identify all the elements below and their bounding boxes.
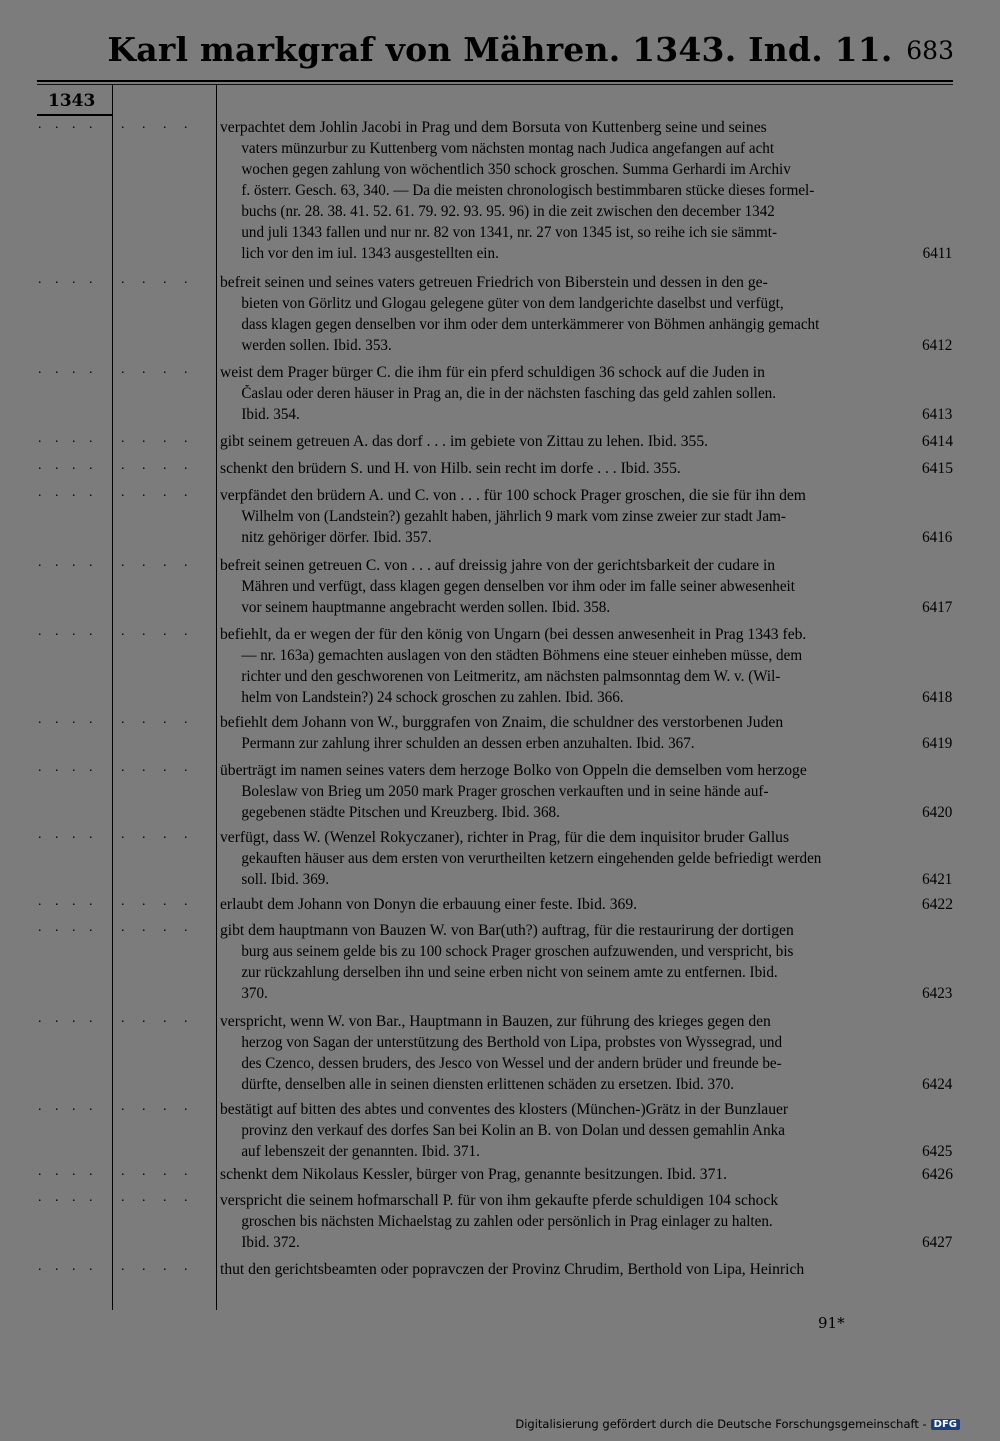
header-rule-secondary [37, 84, 953, 85]
regest-number: 6416 [922, 529, 953, 546]
regest-line-text: schenkt dem Nikolaus Kessler, bürger von Prag, genannte besitzungen. Ibid. 371. [220, 1166, 728, 1183]
regest-line: befiehlt, da er wegen der für den könig von Ungarn (bei dessen anwesenheit in Prag 1343 feb. [220, 626, 807, 643]
place-placeholder-dots: . . . . [121, 458, 195, 473]
place-placeholder-dots: . . . . [121, 1011, 195, 1026]
regest-line: provinz den verkauf des dorfes San bei Kolin an B. von Dolan und dessen gemahlin Anka [241, 1122, 785, 1139]
date-placeholder-dots: . . . . [38, 827, 98, 842]
regest-number: 6427 [922, 1234, 953, 1251]
place-placeholder-dots: . . . . [121, 760, 195, 775]
regest-line [220, 869, 952, 890]
header-rule [37, 80, 953, 82]
year-underline [37, 114, 112, 116]
place-placeholder-dots: . . . . [121, 431, 195, 446]
regest-text [220, 1190, 953, 1253]
regest-text [220, 827, 953, 890]
regest-text [220, 272, 953, 356]
place-placeholder-dots: . . . . [121, 1190, 195, 1205]
date-placeholder-dots: . . . . [38, 712, 98, 727]
regest-line-text: vor seinem hauptmanne angebracht werden sollen. Ibid. 358. [241, 599, 611, 616]
regest-line: dass klagen gegen denselben vor ihm oder dem unterkämmerer von Böhmen anhängig gemacht [241, 316, 820, 333]
regest-text [220, 485, 953, 548]
regest-line-text: Ibid. 372. [241, 1234, 300, 1251]
regest-line [220, 404, 952, 425]
place-placeholder-dots: . . . . [121, 485, 195, 500]
date-placeholder-dots: . . . . [38, 555, 98, 570]
regest-line: bestätigt auf bitten des abtes und conventes des klosters (München-)Grätz in der Bunzlauer [220, 1101, 789, 1118]
regest-line [220, 983, 952, 1004]
regest-line-text: 370. [241, 985, 268, 1002]
regest-line: — nr. 163a) gemachten auslagen von den städten Böhmens eine steuer einheben müsse, dem [241, 647, 803, 664]
regest-text [220, 117, 953, 264]
column-divider-right [216, 84, 217, 1310]
regest-line: gibt dem hauptmann von Bauzen W. von Bar(uth?) auftrag, für die restaurirung der dortigen [220, 922, 794, 939]
regest-line-text: Permann zur zahlung ihrer schulden an dessen erben anzuhalten. Ibid. 367. [241, 735, 695, 752]
regest-line-text: schenkt den brüdern S. und H. von Hilb. sein recht im dorfe . . . Ibid. 355. [220, 460, 681, 477]
regest-text [220, 1164, 953, 1185]
place-placeholder-dots: . . . . [121, 272, 195, 287]
date-placeholder-dots: . . . . [38, 1164, 98, 1179]
regest-line: burg aus seinem gelde bis zu 100 schock Prager groschen aufzuwenden, und verspricht, bis [241, 943, 794, 960]
regest-line: vaters münzurbur zu Kuttenberg vom nächsten montag nach Judica angefangen auf acht [241, 140, 775, 157]
regest-line: befiehlt dem Johann von W., burggrafen von Znaim, die schuldner des verstorbenen Juden [220, 714, 784, 731]
place-placeholder-dots: . . . . [121, 894, 195, 909]
regest-text [220, 1259, 953, 1280]
regest-text [220, 431, 953, 452]
regest-line: thut den gerichtsbeamten oder popravczen der Provinz Chrudim, Berthold von Lipa, Heinrich [220, 1261, 805, 1278]
regest-line: verfügt, dass W. (Wenzel Rokyczaner), richter in Prag, für die dem inquisitor bruder Gallus [220, 829, 790, 846]
place-placeholder-dots: . . . . [121, 624, 195, 639]
regest-line: verspricht, wenn W. von Bar., Hauptmann in Bauzen, zur führung des krieges gegen den [220, 1013, 771, 1030]
date-placeholder-dots: . . . . [38, 272, 98, 287]
regest-line-text: helm von Landstein?) 24 schock groschen zu zahlen. Ibid. 366. [241, 689, 624, 706]
regest-line: und juli 1343 fallen und nur nr. 82 von 1341, nr. 27 von 1345 ist, so reihe ich sie sämmt- [241, 224, 778, 241]
date-placeholder-dots: . . . . [38, 485, 98, 500]
regest-line-text: dürfte, denselben alle in seinen diensten erlittenen schäden zu ersetzen. Ibid. 370. [241, 1076, 735, 1093]
column-divider-left [112, 84, 113, 1310]
regest-line [220, 1232, 952, 1253]
regest-text [220, 555, 953, 618]
regest-line: verpachtet dem Johlin Jacobi in Prag und dem Borsuta von Kuttenberg seine und seines [220, 119, 767, 136]
regest-line [220, 1164, 953, 1185]
date-placeholder-dots: . . . . [38, 760, 98, 775]
place-placeholder-dots: . . . . [121, 827, 195, 842]
regest-line: bieten von Görlitz und Glogau gelegene güter von dem landgerichte daselbst und verfügt, [241, 295, 784, 312]
regest-number: 6423 [922, 985, 953, 1002]
regest-line-text: soll. Ibid. 369. [241, 871, 330, 888]
regest-line: weist dem Prager bürger C. die ihm für ein pferd schuldigen 36 schock auf die Juden in [220, 364, 765, 381]
regest-text [220, 1011, 953, 1095]
regest-line [220, 597, 952, 618]
regest-number: 6424 [922, 1076, 953, 1093]
place-placeholder-dots: . . . . [121, 920, 195, 935]
regest-line: zur rückzahlung derselben ihn und seine erben nicht von seinem amte zu entfernen. Ibid. [241, 964, 778, 981]
regest-line: wochen gegen zahlung von wöchentlich 350 schock groschen. Summa Gerhardi im Archiv [241, 161, 791, 178]
regest-number: 6417 [922, 599, 953, 616]
date-placeholder-dots: . . . . [38, 1099, 98, 1114]
regest-line [220, 527, 952, 548]
regest-number: 6413 [922, 406, 953, 423]
place-placeholder-dots: . . . . [121, 555, 195, 570]
regest-line: befreit seinen getreuen C. von . . . auf dreissig jahre von der gerichtsbarkeit der cudare in [220, 557, 776, 574]
place-placeholder-dots: . . . . [121, 1099, 195, 1114]
regest-line: überträgt im namen seines vaters dem herzoge Bolko von Oppeln die demselben vom herzoge [220, 762, 807, 779]
regest-line: richter und den geschworenen von Leitmeritz, am nächsten palmsonntag dem W. v. (Wil- [241, 668, 781, 685]
regest-text [220, 712, 953, 754]
date-placeholder-dots: . . . . [38, 431, 98, 446]
regest-line: des Czenco, dessen bruders, des Jesco von Wessel und der andern brüder und freunde be- [241, 1055, 782, 1072]
regest-line-text: lich vor den im iul. 1343 ausgestellten ein. [241, 245, 499, 262]
place-placeholder-dots: . . . . [121, 712, 195, 727]
regest-number: 6421 [922, 871, 953, 888]
page-title: Karl markgraf von Mähren. 1343. Ind. 11. [107, 30, 893, 69]
regest-line [220, 1141, 952, 1162]
regest-text [220, 894, 953, 915]
regest-line: Časlau oder deren häuser in Prag an, die in der nächsten fasching das geld zahlen sollen. [241, 385, 777, 402]
regest-number: 6411 [922, 245, 953, 262]
regest-line-text: gegebenen städte Pitschen und Kreuzberg. Ibid. 368. [241, 804, 560, 821]
signature-mark: 91* [818, 1314, 845, 1332]
regest-line: verpfändet den brüdern A. und C. von . . . für 100 schock Prager groschen, die sie für ihn dem [220, 487, 806, 504]
place-placeholder-dots: . . . . [121, 1164, 195, 1179]
regest-line-text: werden sollen. Ibid. 353. [241, 337, 392, 354]
dfg-logo: DFG [931, 1419, 960, 1430]
regest-line: groschen bis nächsten Michaelstag zu zahlen oder persönlich in Prag einlager zu halten. [241, 1213, 773, 1230]
regest-line [220, 687, 952, 708]
date-placeholder-dots: . . . . [38, 458, 98, 473]
date-placeholder-dots: . . . . [38, 117, 98, 132]
date-placeholder-dots: . . . . [38, 920, 98, 935]
regest-line [220, 802, 952, 823]
date-placeholder-dots: . . . . [38, 624, 98, 639]
place-placeholder-dots: . . . . [121, 1259, 195, 1274]
regest-line: verspricht die seinem hofmarschall P. für von ihm gekaufte pferde schuldigen 104 schock [220, 1192, 779, 1209]
regest-line [220, 458, 953, 479]
regest-line-text: nitz gehöriger dörfer. Ibid. 357. [241, 529, 432, 546]
date-placeholder-dots: . . . . [38, 1259, 98, 1274]
regest-text [220, 760, 953, 823]
date-placeholder-dots: . . . . [38, 1011, 98, 1026]
regest-line [220, 894, 953, 915]
regest-text [220, 362, 953, 425]
date-placeholder-dots: . . . . [38, 1190, 98, 1205]
regest-line: herzog von Sagan der unterstützung des Berthold von Lipa, probstes von Wyssegrad, und [241, 1034, 783, 1051]
date-placeholder-dots: . . . . [38, 894, 98, 909]
regest-line [220, 335, 952, 356]
place-placeholder-dots: . . . . [121, 362, 195, 377]
regest-line: Wilhelm von (Landstein?) gezahlt haben, jährlich 9 mark vom zinse zweier zur stadt Jam- [241, 508, 786, 525]
regest-text [220, 624, 953, 708]
digitization-credit [515, 1417, 960, 1431]
regest-number: 6422 [921, 896, 953, 913]
regest-number: 6419 [922, 735, 953, 752]
regest-number: 6412 [922, 337, 953, 354]
regest-line-text: auf lebenszeit der genannten. Ibid. 371. [241, 1143, 480, 1160]
regest-line: befreit seinen und seines vaters getreuen Friedrich von Biberstein und dessen in den ge- [220, 274, 768, 291]
regest-number: 6425 [922, 1143, 953, 1160]
credit-text: Digitalisierung gefördert durch die Deutsche Forschungsgemeinschaft - [515, 1417, 927, 1431]
regest-number: 6418 [922, 689, 953, 706]
place-placeholder-dots: . . . . [121, 117, 195, 132]
regest-line-text: Ibid. 354. [241, 406, 300, 423]
regest-text [220, 1099, 953, 1162]
regest-number: 6420 [922, 804, 953, 821]
regest-line: gekauften häuser aus dem ersten von verurtheilten ketzern eingehenden gelde befriedigt werden [241, 850, 822, 867]
regest-number: 6415 [921, 460, 953, 477]
regest-text [220, 458, 953, 479]
regest-line [220, 1074, 952, 1095]
regest-text [220, 920, 953, 1004]
regest-line: Mähren und verfügt, dass klagen gegen denselben vor ihm oder im falle seiner abwesenheit [241, 578, 795, 595]
regest-line [220, 733, 952, 754]
regest-line-text: erlaubt dem Johann von Donyn die erbauung einer feste. Ibid. 369. [220, 896, 638, 913]
regest-line: f. österr. Gesch. 63, 340. — Da die meisten chronologisch bestimmbaren stücke dieses formel- [241, 182, 815, 199]
date-placeholder-dots: . . . . [38, 362, 98, 377]
regest-number: 6414 [921, 433, 953, 450]
regest-line: Boleslaw von Brieg um 2050 mark Prager groschen verkauften und in seine hände auf- [241, 783, 769, 800]
year-label: 1343 [48, 91, 96, 111]
regest-line [220, 431, 953, 452]
regest-line-text: gibt seinem getreuen A. das dorf . . . im gebiete von Zittau zu lehen. Ibid. 355. [220, 433, 709, 450]
page-number: 683 [906, 36, 954, 65]
regest-line: buchs (nr. 28. 38. 41. 52. 61. 79. 92. 93. 95. 96) in die zeit zwischen den december 1342 [241, 203, 775, 220]
regest-line [220, 243, 952, 264]
regest-number: 6426 [921, 1166, 953, 1183]
